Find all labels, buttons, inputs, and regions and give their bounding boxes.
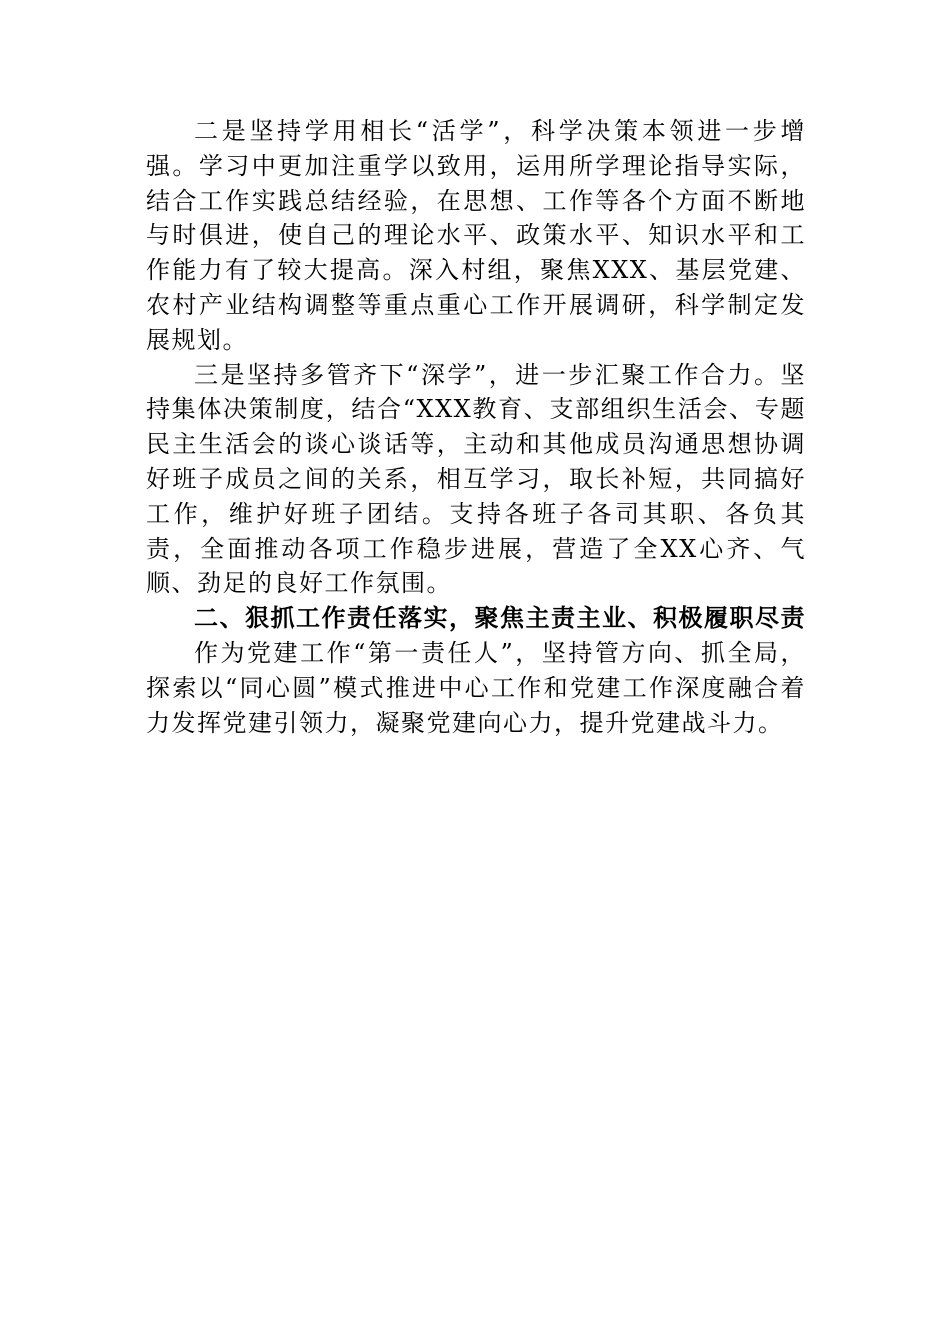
body-paragraph-1: 二是坚持学用相长“活学”，科学决策本领进一步增强。学习中更加注重学以致用，运用所学理论指导实际，结合工作实践总结经验，在思想、工作等各个方面不断地与时俱进，使自己的理论水平、政策水平、知识水平和工作能力有了较大提高。深入村组，聚焦XXX、基层党建、农村产业结构调整等重点重心工作开展调研，科学制定发展规划。 [146,117,806,354]
body-paragraph-3: 作为党建工作“第一责任人”，坚持管方向、抓全局，探索以“同心圆”模式推进中心工作和党建工作深度融合着力发挥党建引领力，凝聚党建向心力，提升党建战斗力。 [146,638,806,737]
body-paragraph-2: 三是坚持多管齐下“深学”，进一步汇聚工作合力。坚持集体决策制度，结合“XXX教育、支部组织生活会、专题民主生活会的谈心谈话等，主动和其他成员沟通思想协调好班子成员之间的关系，相互学习，取长补短，共同搞好工作，维护好班子团结。支持各班子各司其职、各负其责，全面推动各项工作稳步进展，营造了全XX心齐、气顺、劲足的良好工作氛围。 [146,360,806,598]
document-page [146,114,806,740]
section-heading: 二、狠抓工作责任落实，聚焦主责主业、积极履职尽责 [194,604,806,633]
